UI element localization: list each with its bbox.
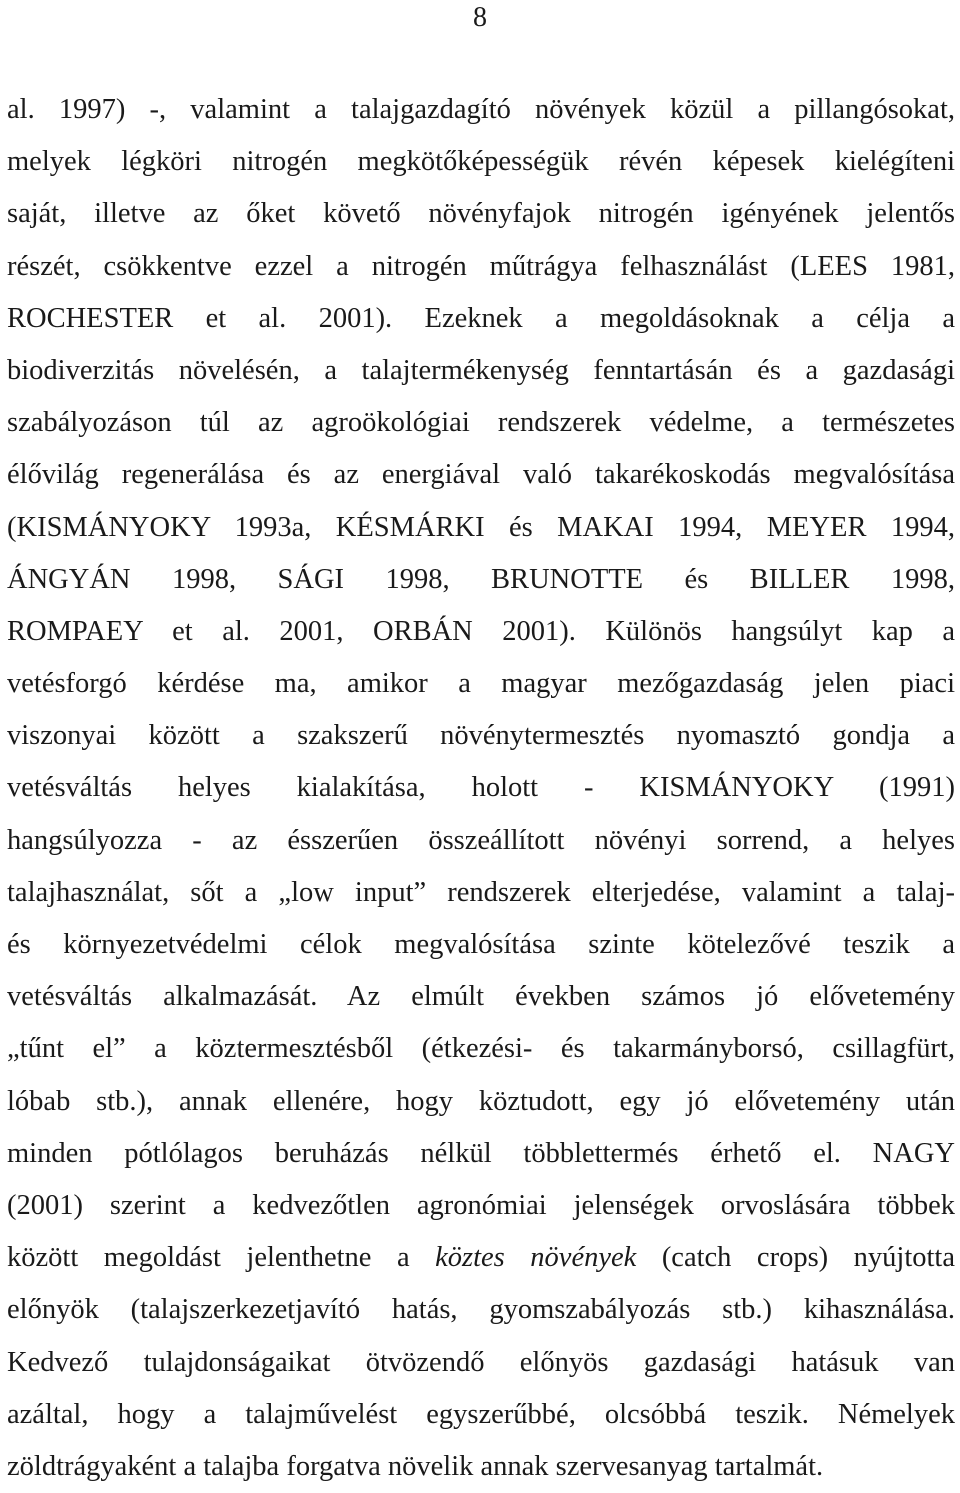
text-line: al. 1997) -, valamint a talajgazdagító növények közül a pillangósokat, — [7, 94, 955, 125]
text-line: vetésforgó kérdése ma, amikor a magyar mezőgazdaság jelen piaci — [7, 668, 955, 700]
text-line: Kedvező tulajdonságaikat ötvözendő előnyös gazdasági hatásuk van — [7, 1346, 955, 1378]
text-line: élővilág regenerálása és az energiával való takarékoskodás megvalósítása — [7, 459, 955, 491]
text-line: talajhasználat, sőt a „low input” rendszerek elterjedése, valamint a talaj- — [7, 876, 955, 908]
text-line: minden pótlólagos beruházás nélkül többlettermés érhető el. NAGY — [7, 1137, 955, 1169]
text-line-with-italic — [7, 1232, 955, 1284]
text-line: hangsúlyozza - az ésszerűen összeállított növényi sorrend, a helyes — [7, 824, 955, 856]
text-line: részét, csökkentve ezzel a nitrogén műtrágya felhasználást (LEES 1981, — [7, 250, 955, 282]
text-line: viszonyai között a szakszerű növénytermesztés nyomasztó gondja a — [7, 720, 955, 752]
text-line: zöldtrágyaként a talajba forgatva növelik annak szervesanyag tartalmát. — [7, 1450, 824, 1482]
text-line: szabályozáson túl az agroökológiai rendszerek védelme, a természetes — [7, 407, 955, 439]
text-line: biodiverzitás növelésén, a talajtermékenység fenntartásán és a gazdasági — [7, 354, 955, 386]
text-line: (2001) szerint a kedvezőtlen agronómiai jelenségek orvoslására többek — [7, 1189, 955, 1221]
italic-term: köztes növények — [435, 1242, 637, 1274]
body-text — [7, 84, 955, 1493]
text-line: vetésváltás alkalmazását. Az elmúlt években számos jó elővetemény — [7, 981, 955, 1013]
text-line: saját, illetve az őket követő növényfajok nitrogén igényének jelentős — [7, 198, 955, 230]
text-line: „tűnt el” a köztermesztésből (étkezési- és takarmányborsó, csillagfürt, — [7, 1033, 955, 1065]
text-segment: között megoldást jelenthetne a — [7, 1242, 436, 1274]
text-line: és környezetvédelmi célok megvalósítása szinte kötelezővé teszik a — [7, 929, 955, 960]
text-line: azáltal, hogy a talajművelést egyszerűbbé, olcsóbbá teszik. Némelyek — [7, 1398, 955, 1430]
text-line: lóbab stb.), annak ellenére, hogy köztudott, egy jó elővetemény után — [7, 1085, 955, 1117]
text-line: (KISMÁNYOKY 1993a, KÉSMÁRKI és MAKAI 1994, MEYER 1994, — [7, 511, 955, 543]
page-number: 8 — [473, 2, 487, 33]
text-line: melyek légköri nitrogén megkötőképességük révén képesek kielégíteni — [7, 146, 955, 178]
text-line: ÁNGYÁN 1998, SÁGI 1998, BRUNOTTE és BILLER 1998, — [7, 563, 955, 595]
text-line: ROMPAEY et al. 2001, ORBÁN 2001). Különös hangsúlyt kap a — [7, 615, 955, 647]
text-line: előnyök (talajszerkezetjavító hatás, gyomszabályozás stb.) kihasználása. — [7, 1294, 955, 1326]
text-line: ROCHESTER et al. 2001). Ezeknek a megoldásoknak a célja a — [7, 302, 955, 334]
text-line: vetésváltás helyes kialakítása, holott - KISMÁNYOKY (1991) — [7, 772, 955, 804]
text-segment: (catch crops) nyújtotta — [636, 1242, 955, 1274]
